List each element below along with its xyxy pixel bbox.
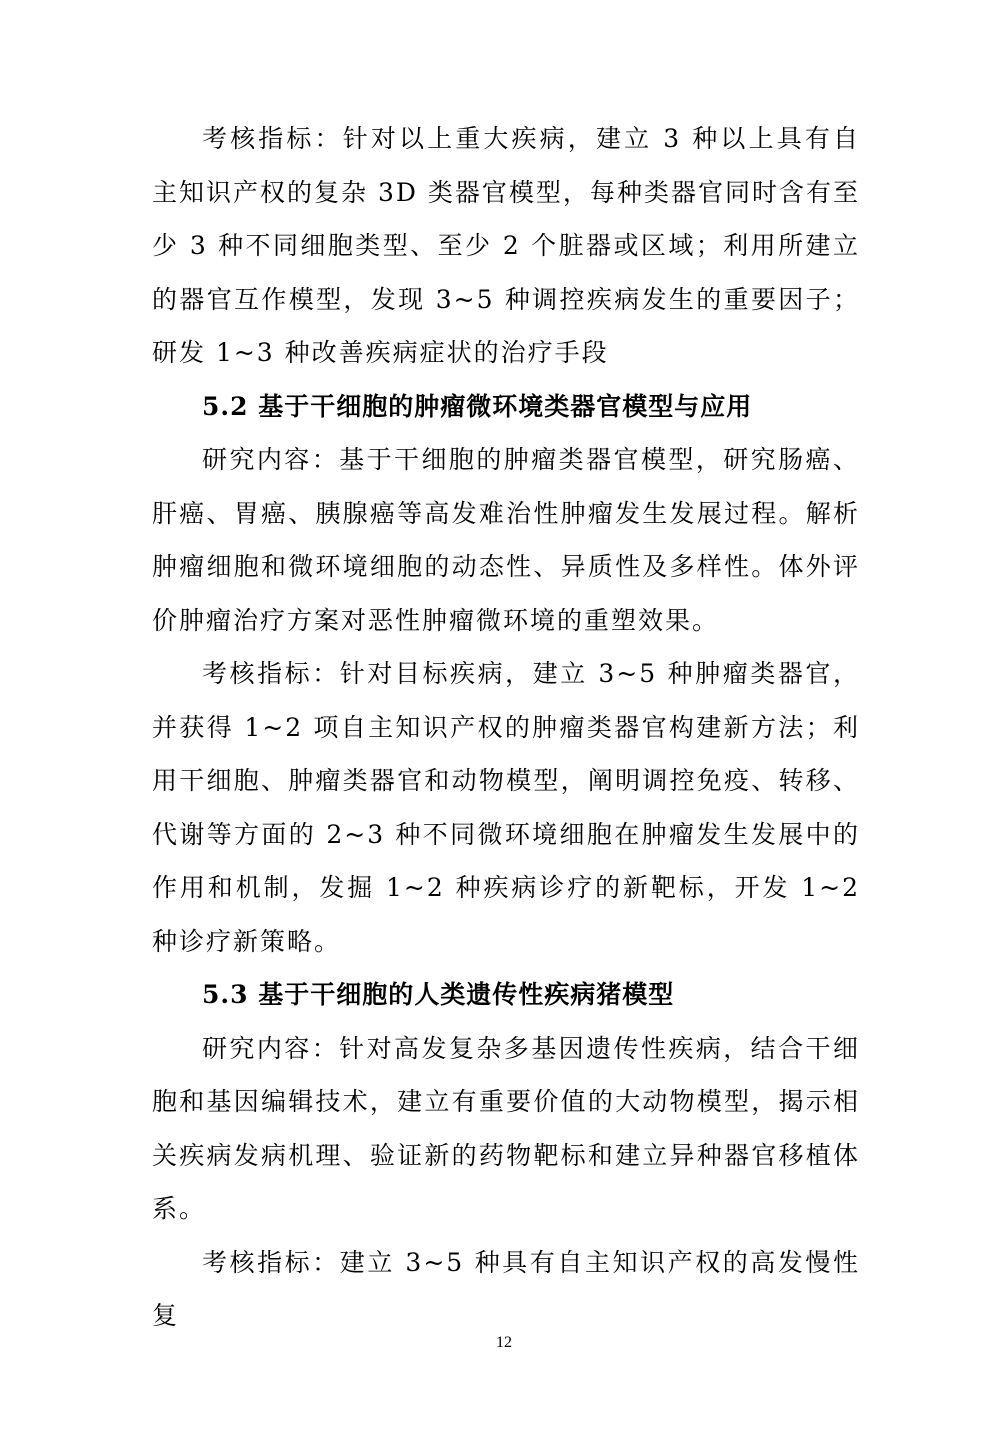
- paragraph-assessment-indicators-5-3: 考核指标：建立 3~5 种具有自主知识产权的高发慢性复: [152, 1247, 860, 1330]
- paragraph-research-content-5-3: 研究内容：针对高发复杂多基因遗传性疾病，结合干细胞和基因编辑技术，建立有重要价值的大动物模型，揭示相关疾病发病机理、验证新的药物靶标和建立异种器官移植体系。: [152, 1033, 860, 1223]
- paragraph-assessment-indicators-5-2: 考核指标：针对目标疾病，建立 3~5 种肿瘤类器官，并获得 1~2 项自主知识产权的肿瘤类器官构建新方法；利用干细胞、肿瘤类器官和动物模型，阐明调控免疫、转移、代谢等方面的 2~3 种不同微环境细胞在肿瘤发生发展中的作用和机制，发掘 1~2 种疾病诊疗的新靶标，开发 1~2 种诊疗新策略。: [152, 659, 860, 956]
- document-body: [152, 112, 860, 1343]
- paragraph-assessment-indicators-5-1: 考核指标：针对以上重大疾病，建立 3 种以上具有自主知识产权的复杂 3D 类器官模型，每种类器官同时含有至少 3 种不同细胞类型、至少 2 个脏器或区域；利用所建立的器官互作模型，发现 3~5 种调控疾病发生的重要因子；研发 1~3 种改善疾病症状的治疗手段: [152, 124, 860, 367]
- section-heading-5-3: 5.3 基于干细胞的人类遗传性疾病猪模型: [202, 980, 675, 1009]
- paragraph-research-content-5-2: 研究内容：基于干细胞的肿瘤类器官模型，研究肠癌、肝癌、胃癌、胰腺癌等高发难治性肿瘤发生发展过程。解析肿瘤细胞和微环境细胞的动态性、异质性及多样性。体外评价肿瘤治疗方案对恶性肿瘤微环境的重塑效果。: [152, 445, 860, 635]
- page-number: 12: [496, 1334, 512, 1351]
- section-heading-5-2: 5.2 基于干细胞的肿瘤微环境类器官模型与应用: [202, 391, 753, 421]
